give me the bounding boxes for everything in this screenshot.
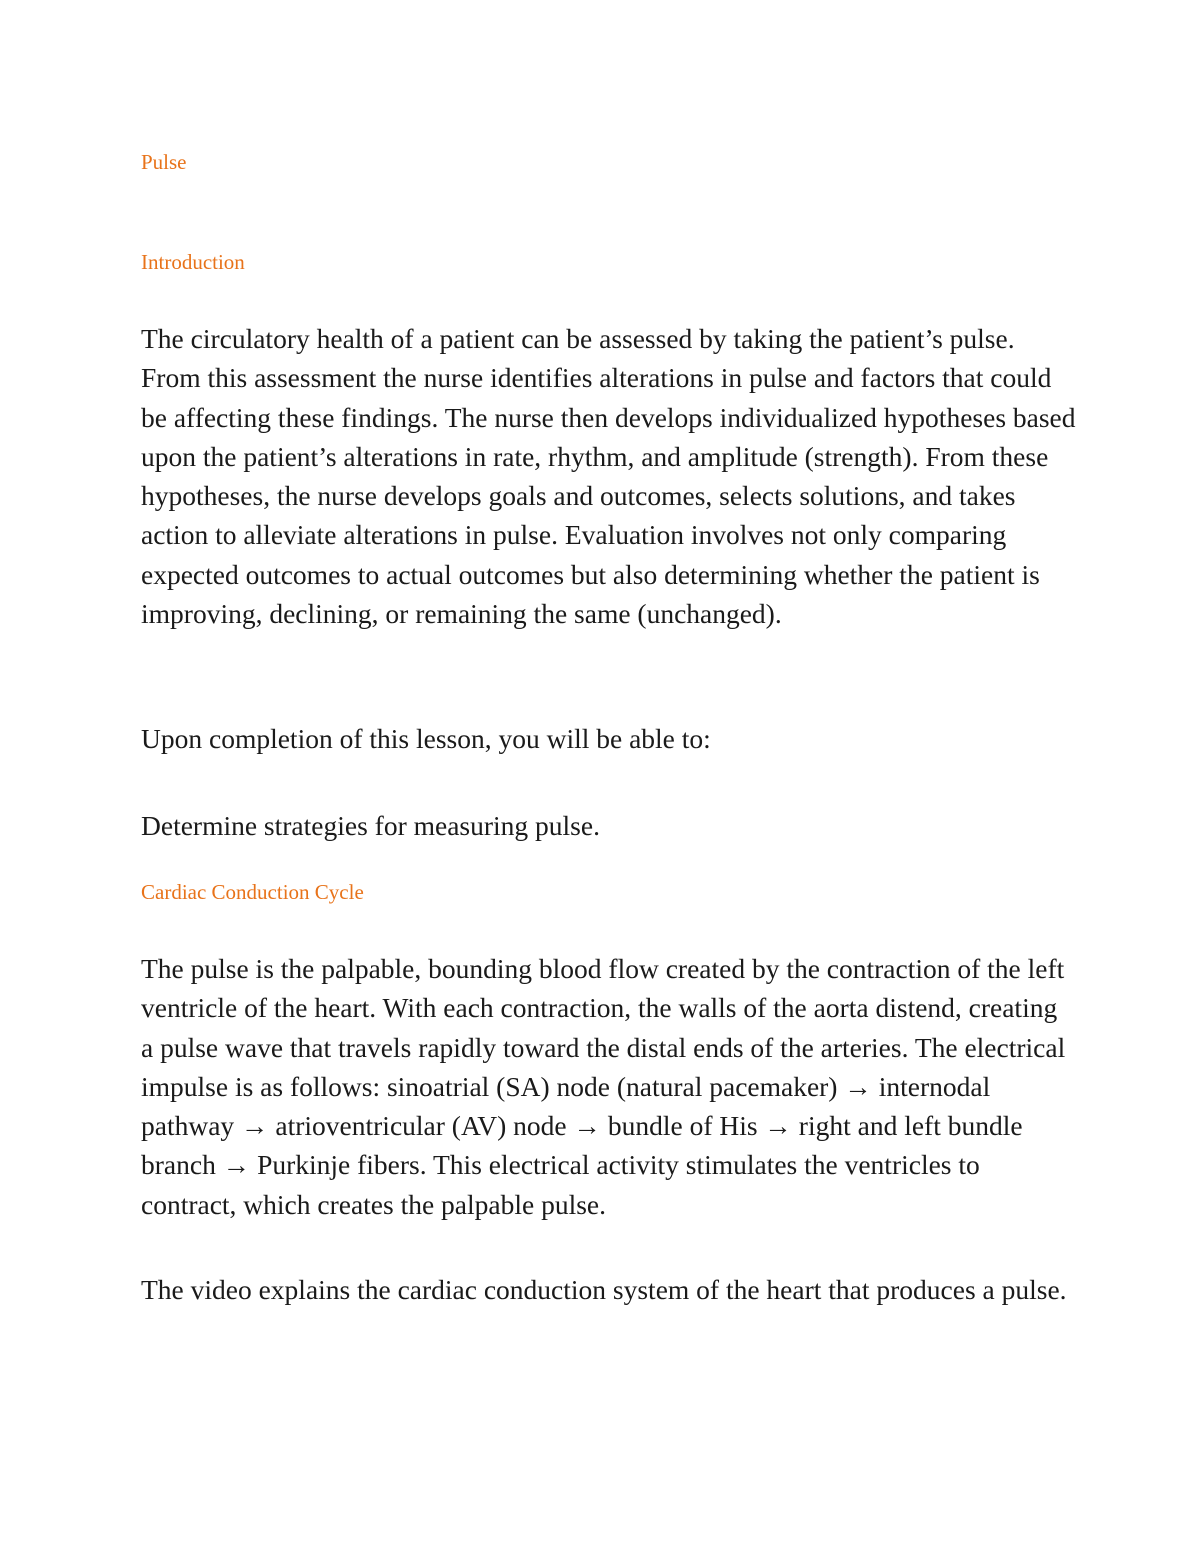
section-heading-introduction: Introduction bbox=[141, 250, 245, 274]
introduction-paragraph: The circulatory health of a patient can be assessed by taking the patient’s pulse. From this assessment the nurse identifies alterations in pulse and factors that could be affecting these findings. The nurse then develops individualized hypotheses based upon the patient’s alterations in rate, rhythm, and amplitude (strength). From these hypotheses, the nurse develops goals and outcomes, selects solutions, and takes action to alleviate alterations in pulse. Evaluation involves not only comparing expected outcomes to actual outcomes but also determining whether the patient is improving, declining, or remaining the same (unchanged). bbox=[141, 323, 1076, 630]
section-heading-cardiac-conduction-cycle: Cardiac Conduction Cycle bbox=[141, 880, 364, 904]
cardiac-conduction-paragraph: The pulse is the palpable, bounding blood flow created by the contraction of the left ventricle of the heart. With each contraction, the walls of the aorta distend, creating a pulse wave that travels rapidly toward the distal ends of the arteries. The electrical impulse is as follows: sinoatrial (SA) node (natural pacemaker) → internodal pathway → atrioventricular (AV) node → bundle of His → right and left bundle branch → Purkinje fibers. This electrical activity stimulates the ventricles to contract, which creates the palpable pulse. bbox=[141, 953, 1066, 1220]
objectives-lead-text: Upon completion of this lesson, you will be able to: bbox=[141, 723, 711, 754]
document-title: Pulse bbox=[141, 150, 187, 174]
objective-item: Determine strategies for measuring pulse. bbox=[141, 810, 600, 841]
video-note-paragraph: The video explains the cardiac conduction system of the heart that produces a pulse. bbox=[141, 1274, 1067, 1305]
